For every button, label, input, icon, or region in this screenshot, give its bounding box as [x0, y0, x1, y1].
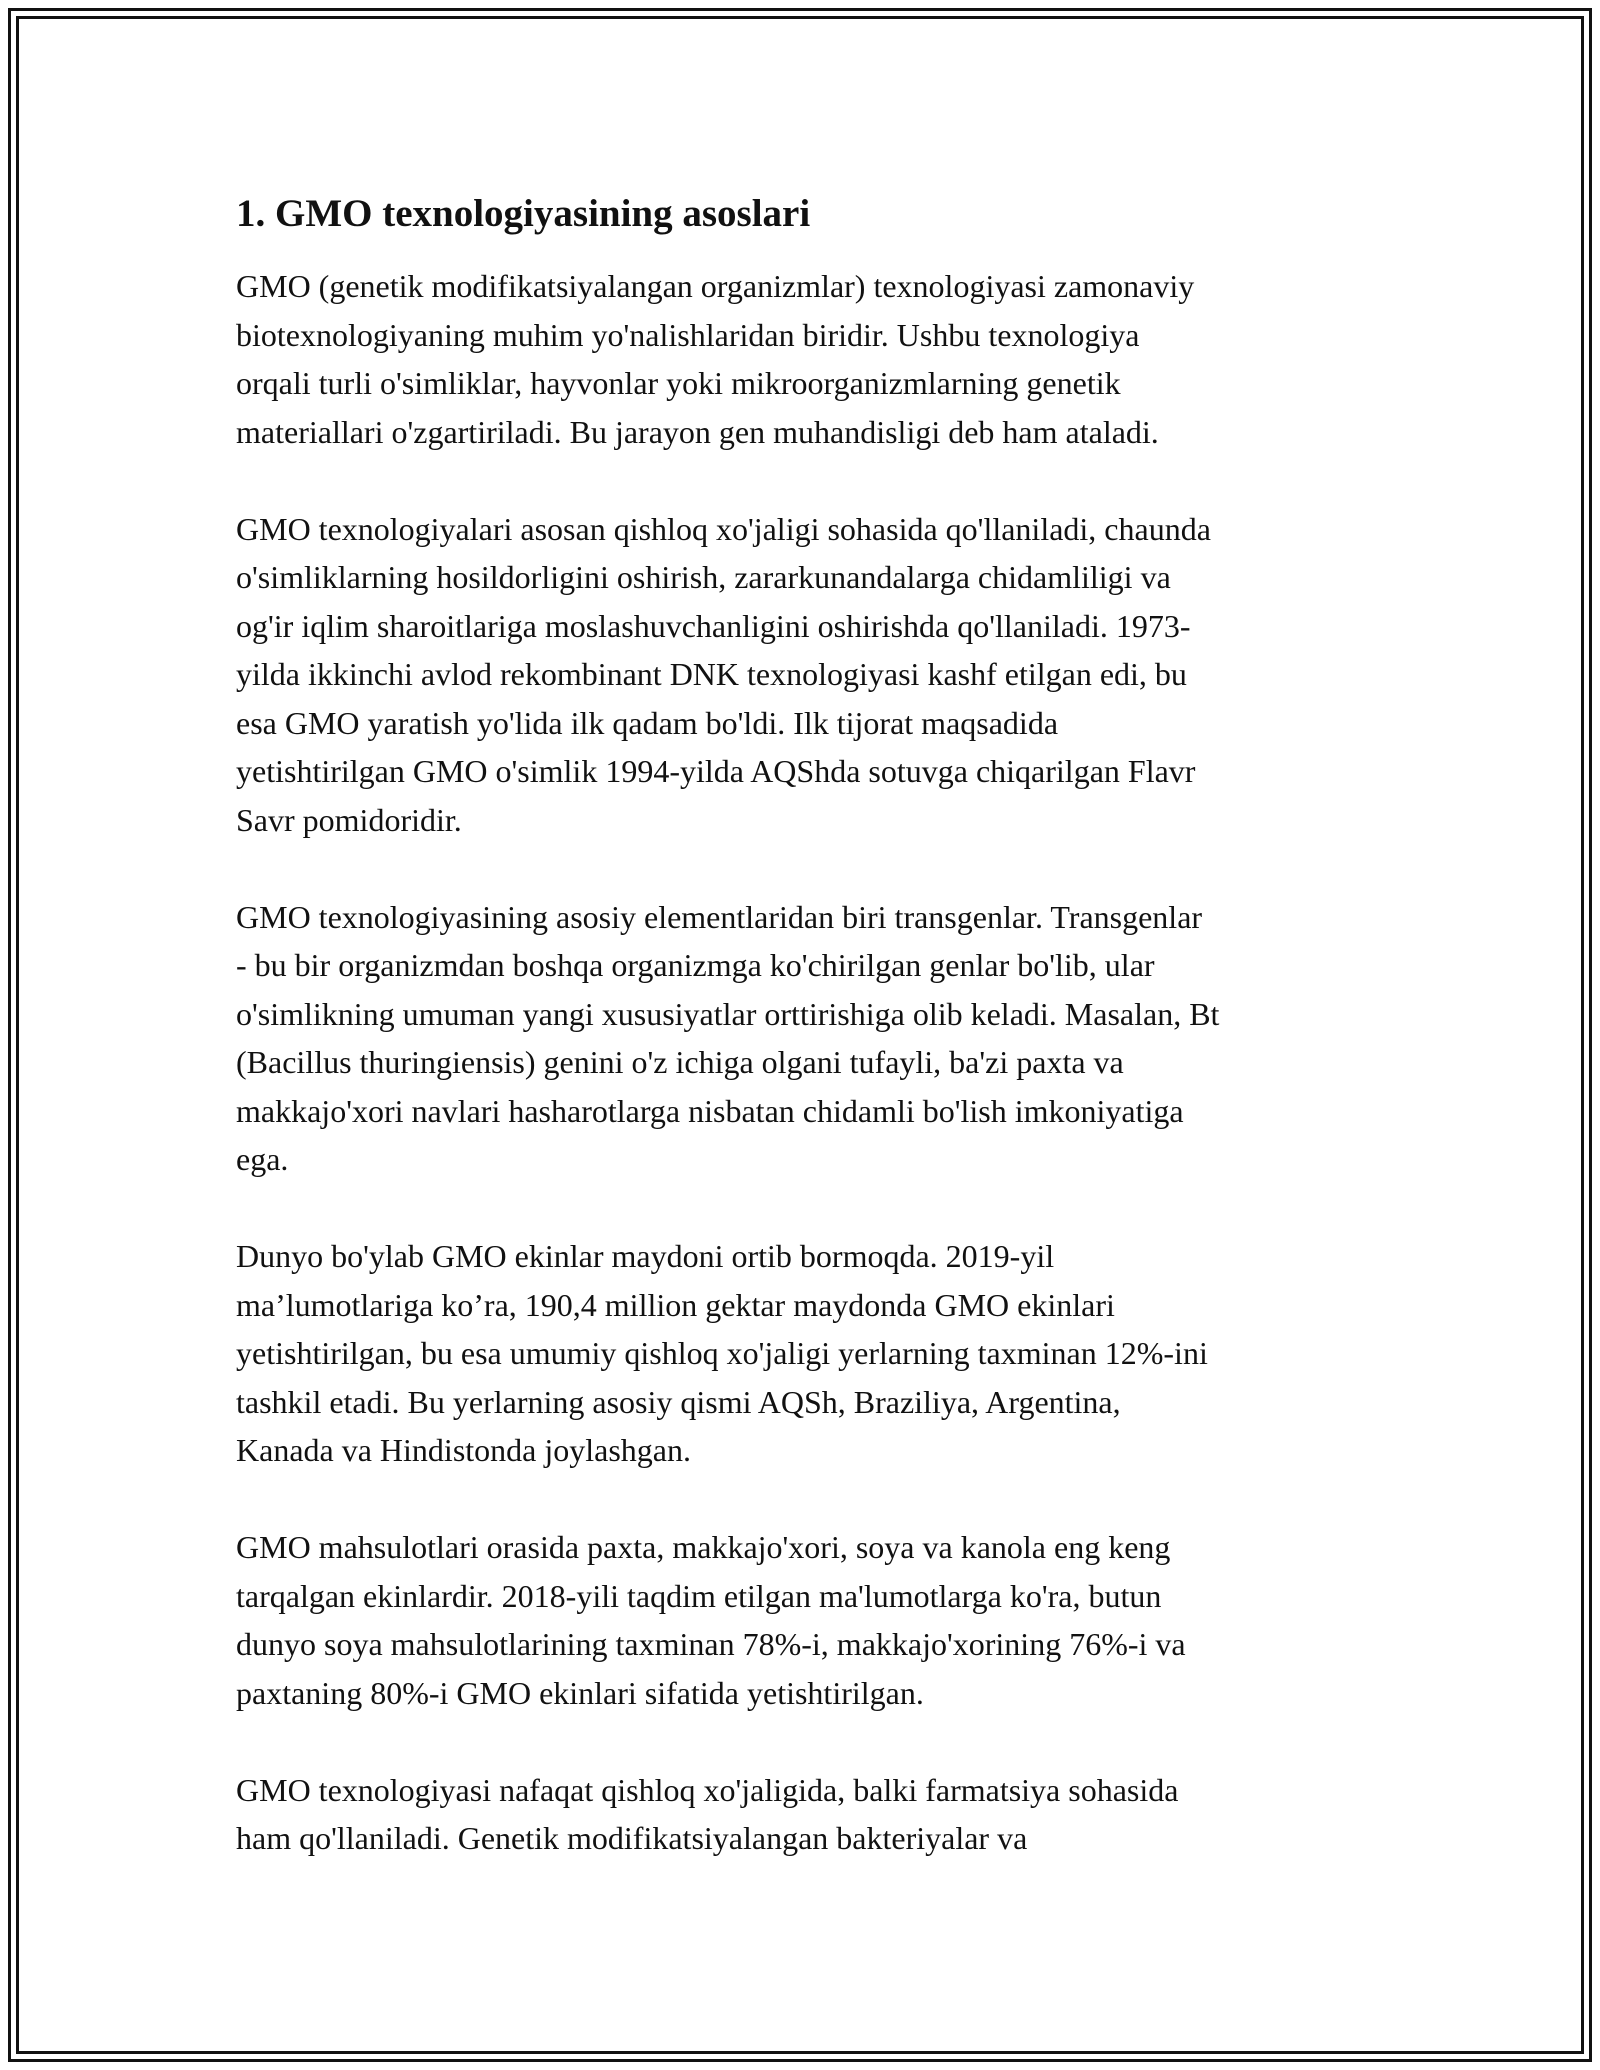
text-line: materiallari o'zgartiriladi. Bu jarayon gen muhandisligi deb ham ataladi. [236, 413, 1159, 450]
document-page [236, 186, 1366, 1911]
text-line: Savr pomidoridir. [236, 801, 462, 838]
text-line: makkajo'xori navlari hasharotlarga nisbatan chidamli bo'lish imkoniyatiga [236, 1092, 1184, 1129]
text-line: tarqalgan ekinlardir. 2018-yili taqdim etilgan ma'lumotlarga ko'ra, butun [236, 1577, 1162, 1614]
text-line: dunyo soya mahsulotlarining taxminan 78%-i, makkajo'xorining 76%-i va [236, 1626, 1186, 1662]
text-line: esa GMO yaratish yo'lida ilk qadam bo'ldi. Ilk tijorat maqsadida [236, 704, 1059, 741]
paragraph-pharmacy [236, 1766, 1366, 1863]
text-line: yilda ikkinchi avlod rekombinant DNK texnologiyasi kashf etilgan edi, bu [236, 656, 1187, 692]
paragraph-world-area [236, 1232, 1366, 1475]
text-line: Dunyo bo'ylab GMO ekinlar maydoni ortib bormoqda. 2019-yil [236, 1238, 1055, 1274]
text-line: yetishtirilgan, bu esa umumiy qishloq xo'jaligi yerlarning taxminan 12%-ini [236, 1335, 1208, 1371]
text-line: GMO texnologiyasi nafaqat qishloq xo'jaligida, balki farmatsiya sohasida [236, 1771, 1179, 1808]
text-line: tashkil etadi. Bu yerlarning asosiy qismi AQSh, Braziliya, Argentina, [236, 1383, 1121, 1420]
paragraph-transgenes [236, 893, 1366, 1184]
text-line: - bu bir organizmdan boshqa organizmga ko'chirilgan genlar bo'lib, ular [236, 947, 1155, 983]
text-line: ega. [236, 1141, 289, 1177]
text-line: ham qo'llaniladi. Genetik modifikatsiyalangan bakteriyalar va [236, 1820, 1028, 1856]
text-line: paxtaning 80%-i GMO ekinlari sifatida yetishtirilgan. [236, 1674, 924, 1711]
text-line: biotexnologiyaning muhim yo'nalishlaridan biridir. Ushbu texnologiya [236, 316, 1140, 353]
text-line: o'simliklarning hosildorligini oshirish, zararkunandalarga chidamliligi va [236, 559, 1171, 595]
text-line: orqali turli o'simliklar, hayvonlar yoki mikroorganizmlarning genetik [236, 365, 1121, 401]
text-line: GMO texnologiyalari asosan qishloq xo'jaligi sohasida qo'llaniladi, chaunda [236, 510, 1211, 547]
paragraph-intro [236, 262, 1366, 456]
text-line: GMO (genetik modifikatsiyalangan organizmlar) texnologiyasi zamonaviy [236, 268, 1195, 304]
text-line: ma’lumotlariga ko’ra, 190,4 million gektar maydonda GMO ekinlari [236, 1286, 1115, 1323]
text-line: o'simlikning umuman yangi xususiyatlar orttirishiga olib keladi. Masalan, Bt [236, 995, 1220, 1032]
text-line: (Bacillus thuringiensis) genini o'z ichiga olgani tufayli, ba'zi paxta va [236, 1044, 1124, 1080]
text-line: GMO mahsulotlari orasida paxta, makkajo'xori, soya va kanola eng keng [236, 1529, 1171, 1565]
text-line: og'ir iqlim sharoitlariga moslashuvchanligini oshirishda qo'llaniladi. 1973- [236, 607, 1191, 644]
text-line: Kanada va Hindistonda joylashgan. [236, 1432, 691, 1468]
paragraph-products [236, 1523, 1366, 1717]
text-line: GMO texnologiyasining asosiy elementlaridan biri transgenlar. Transgenlar [236, 898, 1203, 935]
paragraph-agriculture [236, 505, 1366, 845]
text-line: yetishtirilgan GMO o'simlik 1994-yilda AQShda sotuvga chiqarilgan Flavr [236, 753, 1196, 789]
section-heading: 1. GMO texnologiyasining asoslari [236, 192, 811, 235]
